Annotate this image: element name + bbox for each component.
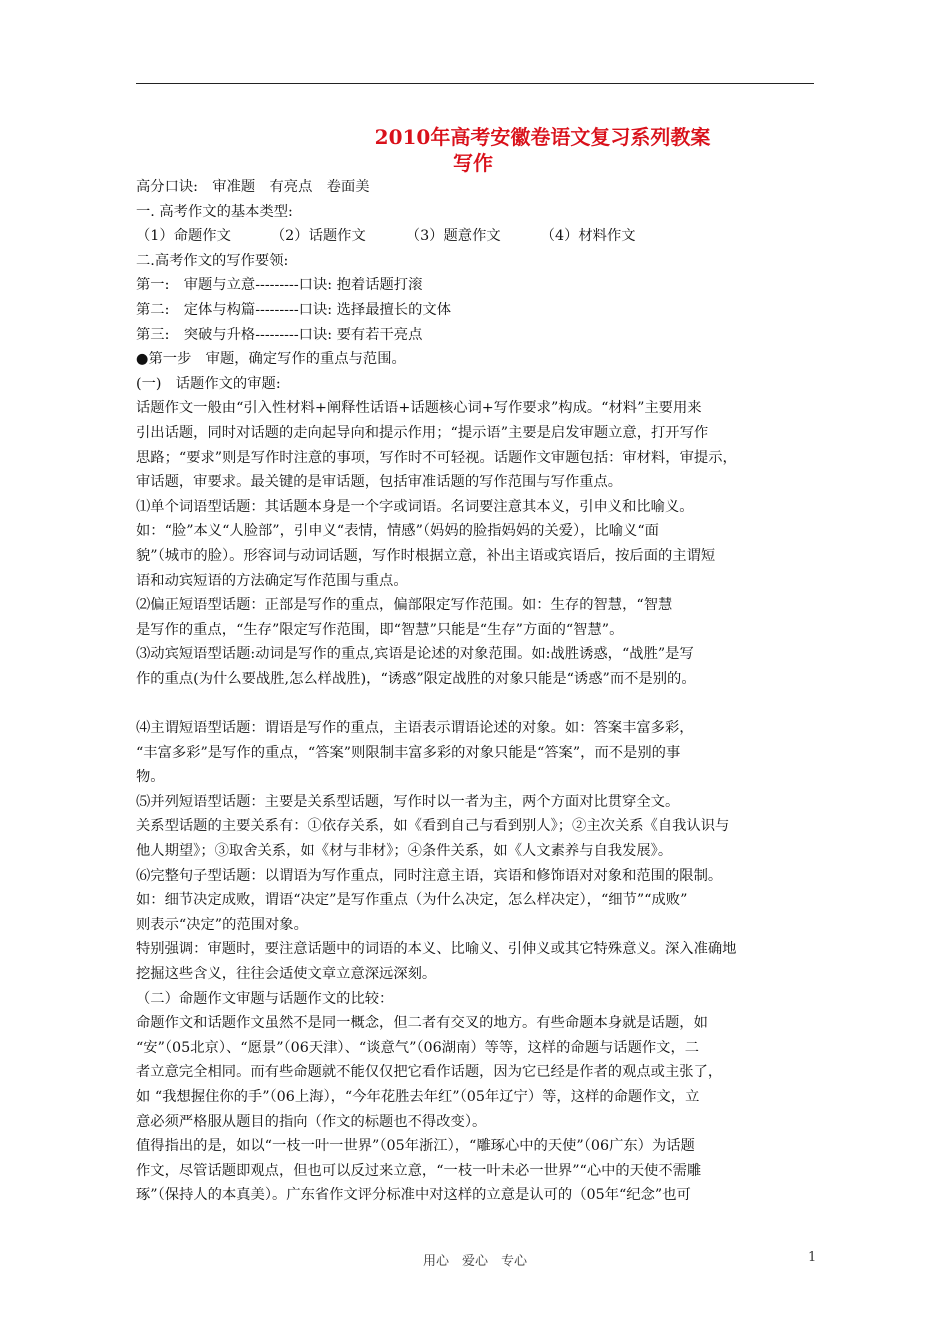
- text-line: 命题作文和话题作文虽然不是同一概念，但二者有交叉的地方。有些命题本身就是话题，如: [136, 1015, 708, 1032]
- page-number: 1: [808, 1250, 817, 1265]
- text-line: 语和动宾短语的方法确定写作范围与重点。: [136, 572, 408, 589]
- text-line: ⑶动宾短语型话题:动词是写作的重点,宾语是论述的对象范围。如:战胜诱惑，“战胜”是写: [136, 646, 694, 663]
- text-line: 特别强调：审题时，要注意话题中的词语的本义、比喻义、引伸义或其它特殊意义。深入准确地: [136, 941, 737, 958]
- text-line: 挖掘这些含义，往往会适使文章立意深远深刻。: [136, 966, 437, 982]
- text-line: 琢”（保持人的本真美）。广东省作文评分标准中对这样的立意是认可的（05年“纪念”也可: [136, 1187, 691, 1204]
- text-line: 他人期望》；③取舍关系，如《材与非材》；④条件关系，如《人文素养与自我发展》。: [136, 843, 673, 860]
- page-footer: 用心 爱心 专心: [422, 1254, 527, 1269]
- text-line: 则表示“决定”的范围对象。: [136, 916, 308, 933]
- text-line: 思路；“要求”则是写作时注意的事项，写作时不可轻视。话题作文审题包括：审材料，审提示，: [136, 449, 737, 466]
- text-line: 如 “我想握住你的手”（06上海），“今年花胜去年红”（05年辽宁）等，这样的命题作文，立: [136, 1088, 700, 1105]
- text-line: 作文，尽管话题即观点，但也可以反过来立意，“一枝一叶未必一世界”“心中的天使不需雕: [136, 1162, 702, 1179]
- text-line: 是写作的重点，“生存”限定写作范围，即“智慧”只能是“生存”方面的“智慧”。: [136, 621, 624, 638]
- text-line: 作的重点(为什么要战胜,怎么样战胜)，“诱惑”限定战胜的对象只能是“诱惑”而不是别的。: [136, 670, 696, 687]
- text-line: ⑵偏正短语型话题：正部是写作的重点，偏部限定写作范围。如：生存的智慧，“智慧: [136, 597, 673, 614]
- essay-types-line: [136, 224, 816, 249]
- text-line: 值得指出的是，如以“一枝一叶一世界”（05年浙江），“雕琢心中的天使”（06广东）为话题: [136, 1138, 695, 1155]
- text-line: ●第一步 审题，确定写作的重点与范围。: [136, 351, 406, 368]
- document-body: [136, 175, 816, 1208]
- paragraph-gap: [136, 691, 816, 716]
- text-line: 关系型话题的主要关系有：①依存关系，如《看到自己与看到别人》；②主次关系《自我认识与: [136, 818, 730, 835]
- text-line: (一) 话题作文的审题:: [136, 375, 281, 392]
- text-line: 引出话题，同时对话题的走向起导向和提示作用；“提示语”主要是启发审题立意，打开写作: [136, 424, 709, 441]
- document-title: 2010年高考安徽卷语文复习系列教案: [374, 125, 711, 149]
- text-line: 审话题，审要求。最关键的是审话题，包括审准话题的写作范围与写作重点。: [136, 474, 623, 491]
- essay-type: （2）话题作文: [270, 228, 366, 245]
- text-line: 高分口诀: 审准题 有亮点 卷面美: [136, 179, 370, 195]
- text-line: 二.高考作文的写作要领:: [136, 252, 289, 269]
- text-line: 者立意完全相同。而有些命题就不能仅仅把它看作话题，因为它已经是作者的观点或主张了，: [136, 1064, 723, 1081]
- text-line: ⑸并列短语型话题：主要是关系型话题，写作时以一者为主，两个方面对比贯穿全文。: [136, 793, 680, 810]
- text-line: 如：细节决定成败，谓语“决定”是写作重点（为什么决定，怎么样决定），“细节”“成败”: [136, 892, 688, 909]
- text-line: （二）命题作文审题与话题作文的比较：: [136, 990, 394, 1007]
- document-subtitle: 写作: [453, 151, 493, 175]
- text-line: 物。: [136, 769, 165, 786]
- text-line: “安”（05北京）、“愿景”（06天津）、“谈意气”（06湖南）等等，这样的命题与话题作文，二: [136, 1039, 700, 1056]
- text-line: 一. 高考作文的基本类型:: [136, 203, 293, 220]
- text-line: ⑴单个词语型话题：其话题本身是一个字或词语。名词要注意其本义，引申义和比喻义。: [136, 498, 694, 515]
- text-line: ⑷主谓短语型话题：谓语是写作的重点，主语表示谓语论述的对象。如：答案丰富多彩，: [136, 720, 694, 737]
- text-line: 话题作文一般由“引入性材料+阐释性话语+话题核心词+写作要求”构成。“材料”主要用来: [136, 400, 702, 417]
- text-line: 如：“脸”本义“人脸部”，引申义“表情，情感”（妈妈的脸指妈妈的关爱），比喻义“面: [136, 523, 659, 540]
- text-line: ⑹完整句子型话题：以谓语为写作重点，同时注意主语，宾语和修饰语对对象和范围的限制。: [136, 867, 723, 884]
- essay-type: （1）命题作文: [136, 228, 231, 245]
- text-line: 貌”（城市的脸）。形容词与动词话题，写作时根据立意，补出主语或宾语后，按后面的主谓短: [136, 547, 716, 564]
- essay-type: （4）材料作文: [540, 228, 636, 245]
- essay-type: （3）题意作文: [405, 228, 501, 245]
- text-line: 第一: 审题与立意---------口诀: 抱着话题打滚: [136, 277, 423, 294]
- text-line: 第二: 定体与构篇---------口诀: 选择最擅长的文体: [136, 301, 451, 318]
- text-line: “丰富多彩”是写作的重点，“答案”则限制丰富多彩的对象只能是“答案”，而不是别的事: [136, 744, 681, 761]
- text-line: 意必须严格服从题目的指向（作文的标题也不得改变）。: [136, 1113, 487, 1130]
- header-rule: [136, 83, 814, 84]
- text-line: 第三: 突破与升格---------口诀: 要有若干亮点: [136, 326, 423, 343]
